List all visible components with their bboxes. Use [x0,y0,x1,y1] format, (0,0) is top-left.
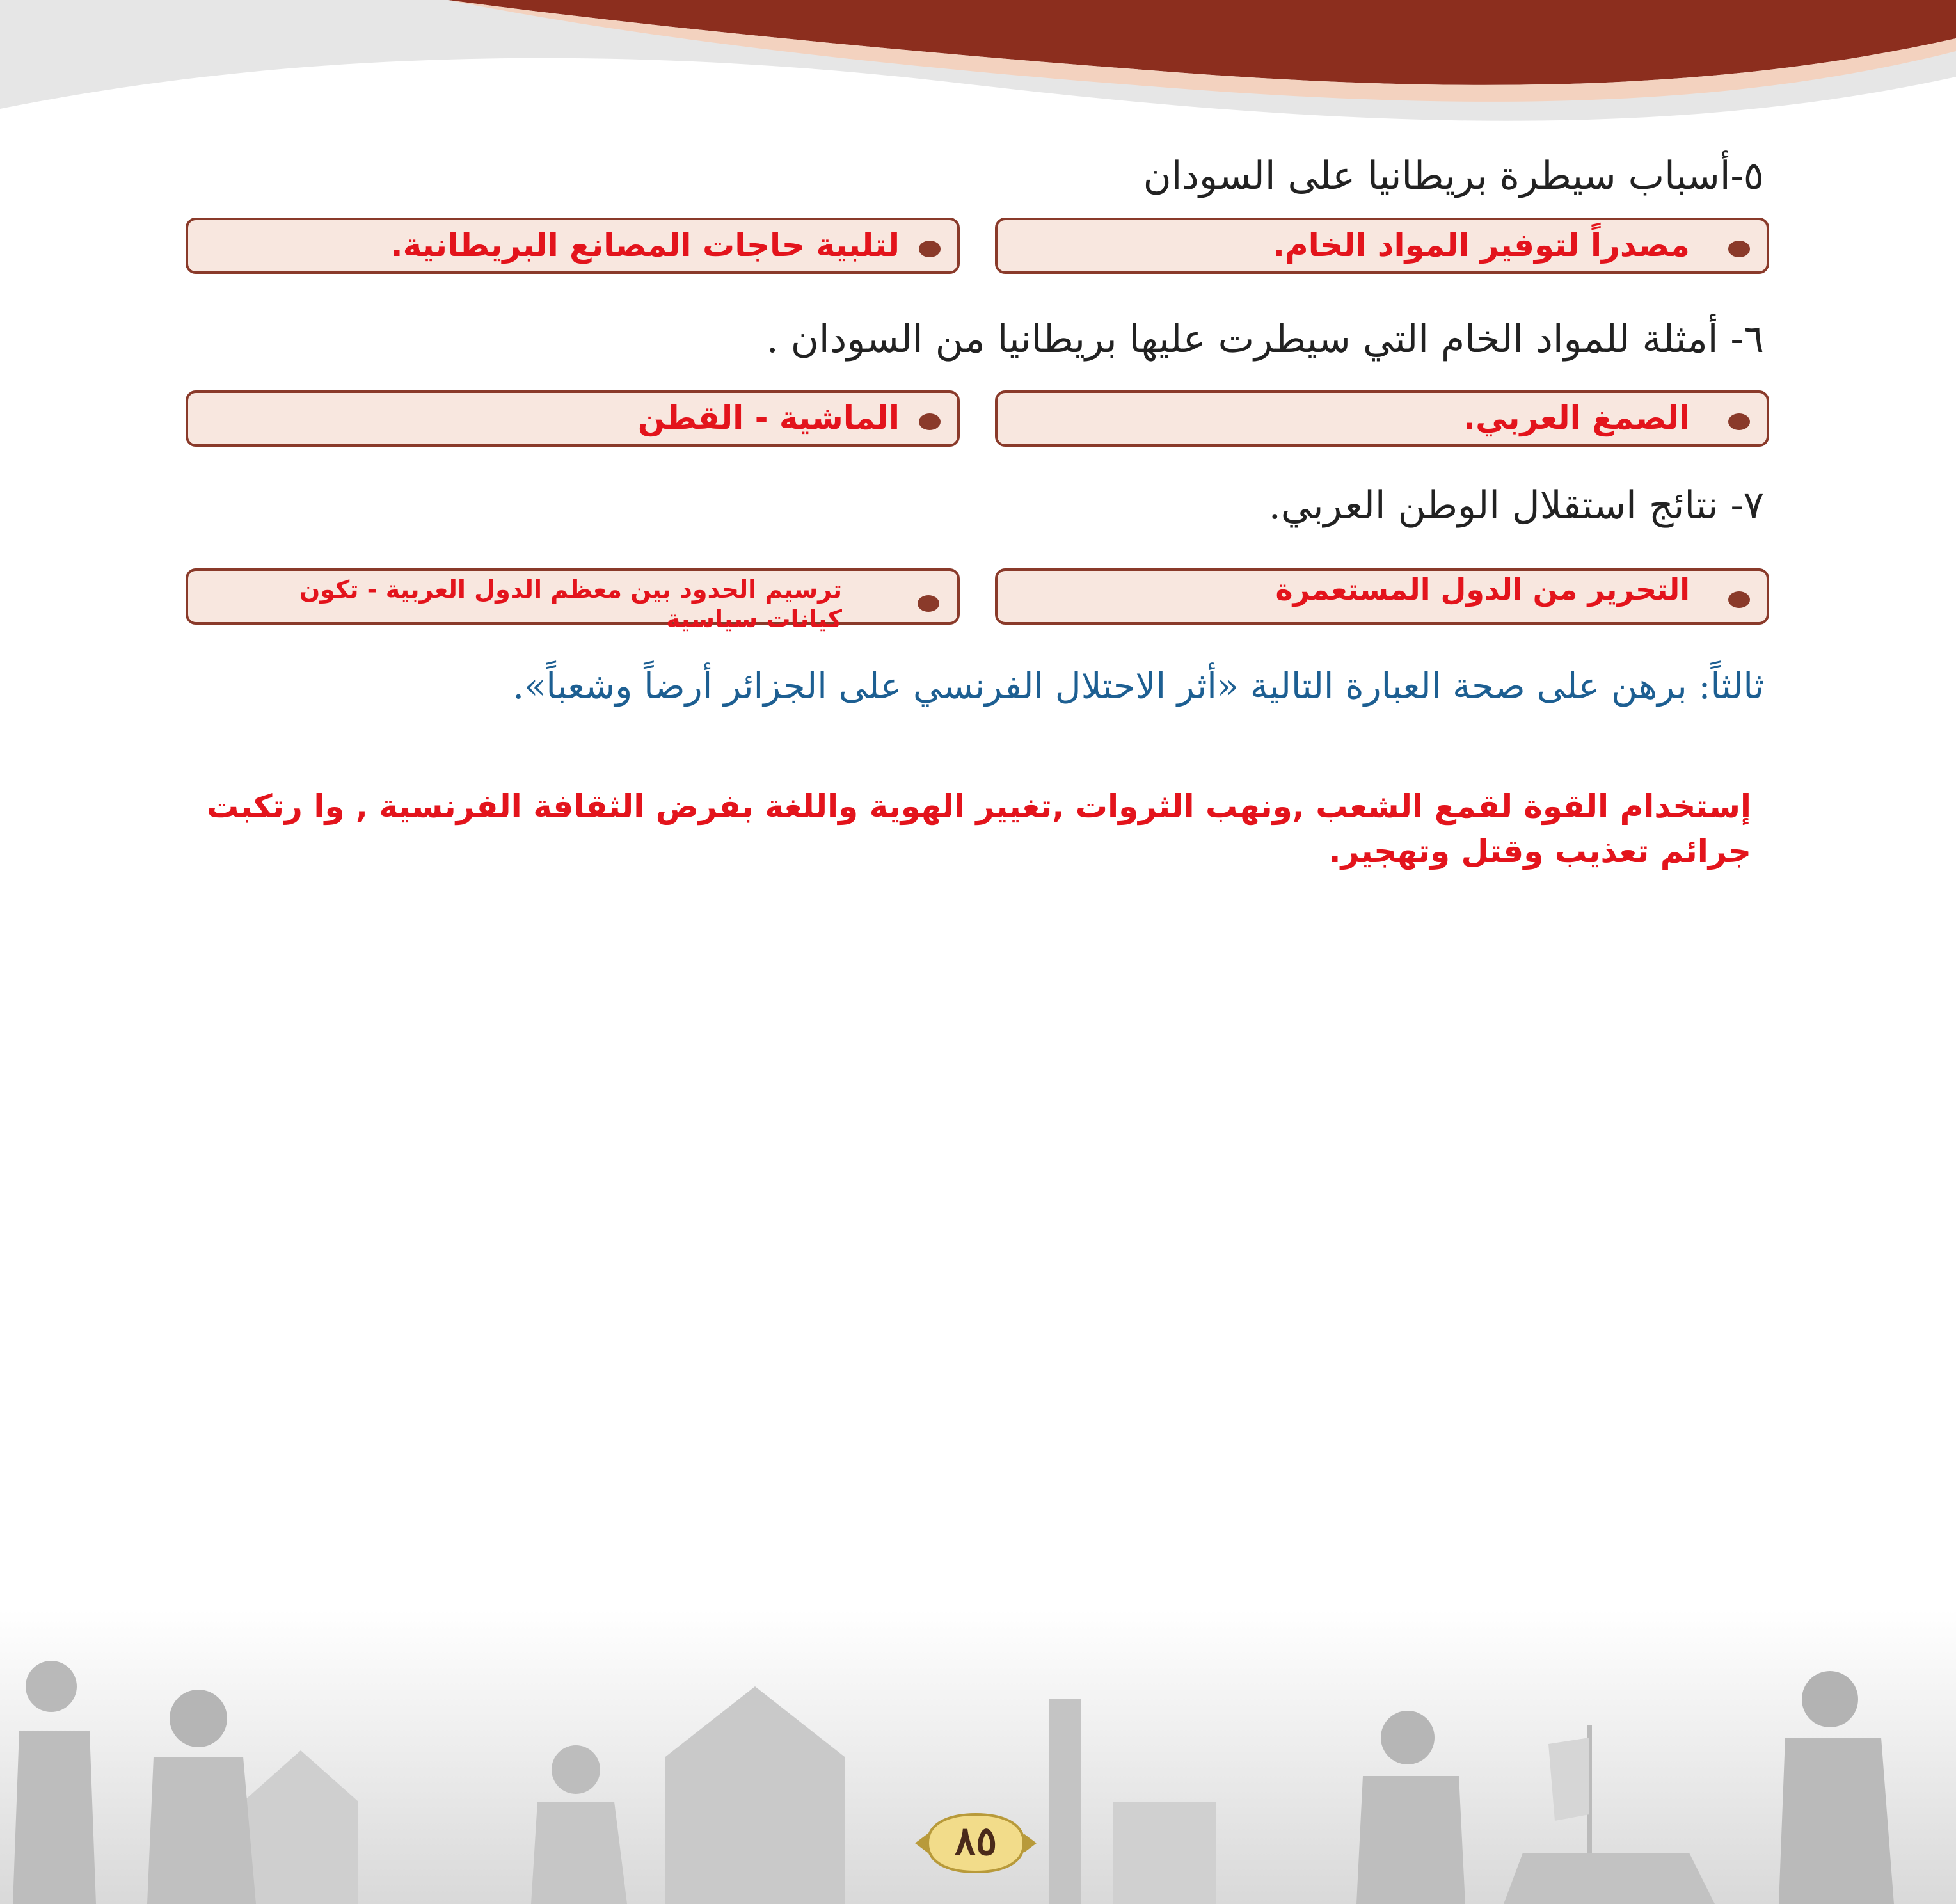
bullet-icon [1728,413,1750,430]
answer-text: لتلبية حاجات المصانع البريطانية. [390,227,900,264]
answer-text: التحرير من الدول المستعمرة [1275,572,1690,607]
bullet-icon [1728,591,1750,608]
answer-box-q7-left [186,568,960,633]
top-banner-decoration [0,0,1956,141]
section-3-answer: إستخدام القوة لقمع الشعب ,ونهب الثروات ,تغيير الهوية واللغة بفرض الثقافة الفرنسية , وا رتكبت جرائم تعذيب وقتل وتهجير. [206,788,1751,870]
question-6: ٦- أمثلة للمواد الخام التي سيطرت عليها بريطانيا من السودان . [766,317,1764,362]
question-7: ٧- نتائج استقلال الوطن العربي. [1268,483,1764,528]
answer-text: ترسيم الحدود بين معظم الدول العربية - تكون كيانات سياسية [299,575,842,633]
answer-box-q5-left [186,218,960,274]
answer-box-q6-left [186,390,960,447]
bullet-icon [1728,241,1750,257]
bullet-icon [918,595,939,612]
section-3-title: ثالثاً: برهن على صحة العبارة التالية «أثر الاحتلال الفرنسي على الجزائر أرضاً وشعباً». [513,666,1764,707]
answer-text: الماشية - القطن [637,399,900,436]
answer-box-q7-right [995,568,1769,625]
page-number: ٨٥ [954,1818,998,1864]
answer-box-q5-right [995,218,1769,274]
answer-text: مصدراً لتوفير المواد الخام. [1273,227,1690,264]
answer-box-q6-right [995,390,1769,447]
question-5: ٥-أسباب سيطرة بريطانيا على السودان [1143,154,1764,198]
bullet-icon [919,241,941,257]
bullet-icon [919,413,941,430]
answer-text: الصمغ العربي. [1463,399,1690,436]
